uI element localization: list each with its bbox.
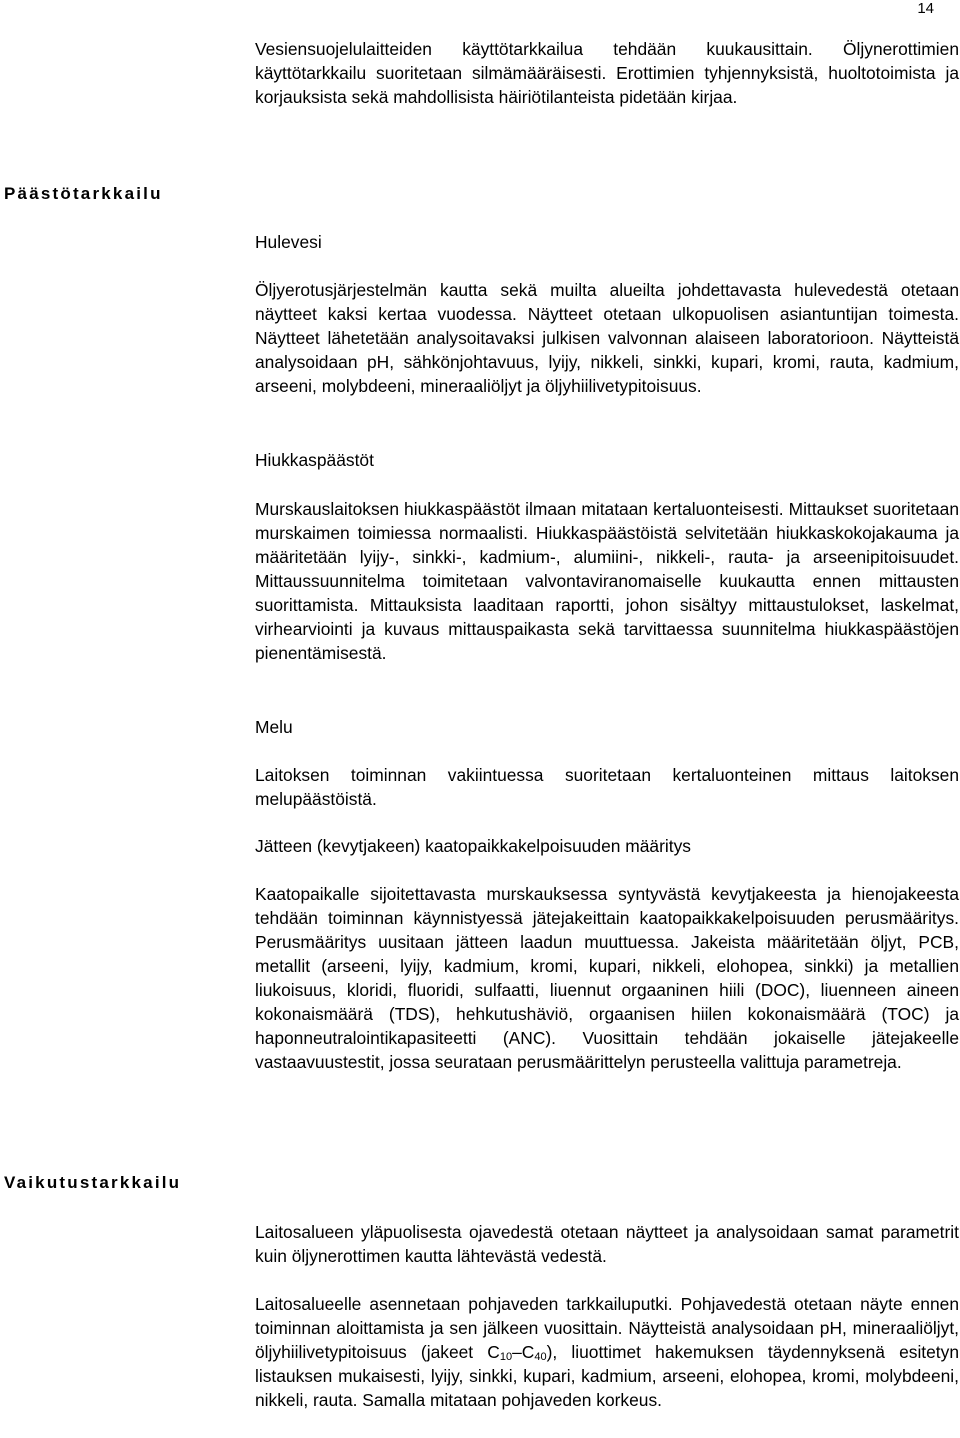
section-heading-vaikutustarkkailu: Vaikutustarkkailu — [4, 1173, 182, 1192]
paragraph-pohjavesi — [255, 1292, 959, 1412]
paragraph-hiukkaspaastot: Murskauslaitoksen hiukkaspäästöt ilmaan mitataan kertaluonteisesti. Mittaukset suoritetaan murskaimen toimiessa normaalisti. Hiukkaspäästöistä selvitetään hiukkaskokojakauma ja määritetään lyijy-, sinkki-, kadmium-, alumiini-, nikkeli-, rauta- ja arseenipitoisuudet. Mittaussuunnitelma toimitetaan valvontaviranomaiselle kuukautta ennen mittausten suorittamista. Mittauksista laaditaan raportti, johon sisältyy mittaustulokset, laskelmat, virhearviointi ja kuvaus mittauspaikasta sekä tarvittaessa suunnitelma hiukkaspäästöjen pienentämisestä. — [255, 499, 959, 663]
subheading-melu: Melu — [255, 717, 293, 737]
paragraph-hulevesi: Öljyerotusjärjestelmän kautta sekä muilta alueilta johdettavasta hulevedestä otetaan näytteet kaksi kertaa vuodessa. Näytteet otetaan ulkopuolisen asiantuntijan toimesta. Näytteet lähetetään analysoitavaksi julkisen valvonnan alaiseen laboratorioon. Näytteistä analysoidaan pH, sähkönjohtavuus, lyijy, nikkeli, sinkki, kupari, kromi, rauta, kadmium, arseeni, molybdeeni, mineraaliöljyt ja öljyhiilivetypitoisuus. — [255, 280, 959, 396]
pohjavesi-subscript-10: 10 — [499, 1351, 513, 1363]
intro-paragraph: Vesiensuojelulaitteiden käyttötarkkailua tehdään kuukausittain. Öljynerottimien käyttötarkkailu suoritetaan silmämääräisesti. Erottimien tyhjennyksistä, huoltotoimista ja korjauksista sekä mahdollisista häiriötilanteista pidetään kirjaa. — [255, 39, 959, 107]
paragraph-ojavesi: Laitosalueen yläpuolisesta ojavedestä otetaan näytteet ja analysoidaan samat parametrit kuin öljynerottimen kautta lähtevästä vedestä. — [255, 1222, 959, 1266]
subheading-hiukkaspaastot: Hiukkaspäästöt — [255, 450, 374, 470]
paragraph-jatteen: Kaatopaikalle sijoitettavasta murskauksessa syntyvästä kevytjakeesta ja hienojakeesta tehdään toiminnan käynnistyessä jätejakeittain kaatopaikkakelpoisuuden perusmääritys. Perusmääritys uusitaan jätteen laadun muuttuessa. Jakeista määritetään öljyt, PCB, metallit (arseeni, lyijy, kadmium, kromi, kupari, nikkeli, elohopea, sinkki) ja metallien liukoisuus, kloridi, fluoridi, sulfaatti, liuennut orgaaninen hiili (DOC), liuenneen aineen kokonaismäärä (TDS), hehkutushäviö, orgaanisen hiilen kokonaismäärä (TOC) ja haponneutralointikapasiteetti (ANC). Vuosittain tehdään jokaiselle jätejakeelle vastaavuustestit, jossa seurataan perusmäärittelyn perusteella valittuja parametreja. — [255, 884, 959, 1072]
pohjavesi-subscript-40: 40 — [534, 1351, 547, 1363]
section-heading-paastotarkkailu: Päästötarkkailu — [4, 184, 163, 203]
subheading-jatteen: Jätteen (kevytjakeen) kaatopaikkakelpoisuuden määritys — [255, 836, 691, 856]
page-number: 14 — [917, 0, 934, 17]
paragraph-melu: Laitoksen toiminnan vakiintuessa suoritetaan kertaluonteinen mittaus laitoksen melupäästöistä. — [255, 765, 959, 809]
subheading-hulevesi: Hulevesi — [255, 232, 322, 252]
pohjavesi-text-1: Laitosalueelle asennetaan pohjaveden tarkkailuputki. Pohjavedestä otetaan näyte ennen toiminnan aloittamista ja sen jälkeen vuosittain. Näytteistä analysoidaan pH, mineraaliöljyt, öljyhiilivetypitoisuus (jakeet C — [255, 1294, 959, 1362]
pohjavesi-text-2: ), liuottimet hakemuksen täydennyksenä esitetyn listauksen mukaisesti, lyijy, sinkki, kupari, kadmium, arseeni, elohopea, kromi, molybdeeni, nikkeli, rauta. Samalla mitataan pohjaveden korkeus. — [255, 1342, 960, 1410]
pohjavesi-dash: –C — [512, 1342, 535, 1362]
